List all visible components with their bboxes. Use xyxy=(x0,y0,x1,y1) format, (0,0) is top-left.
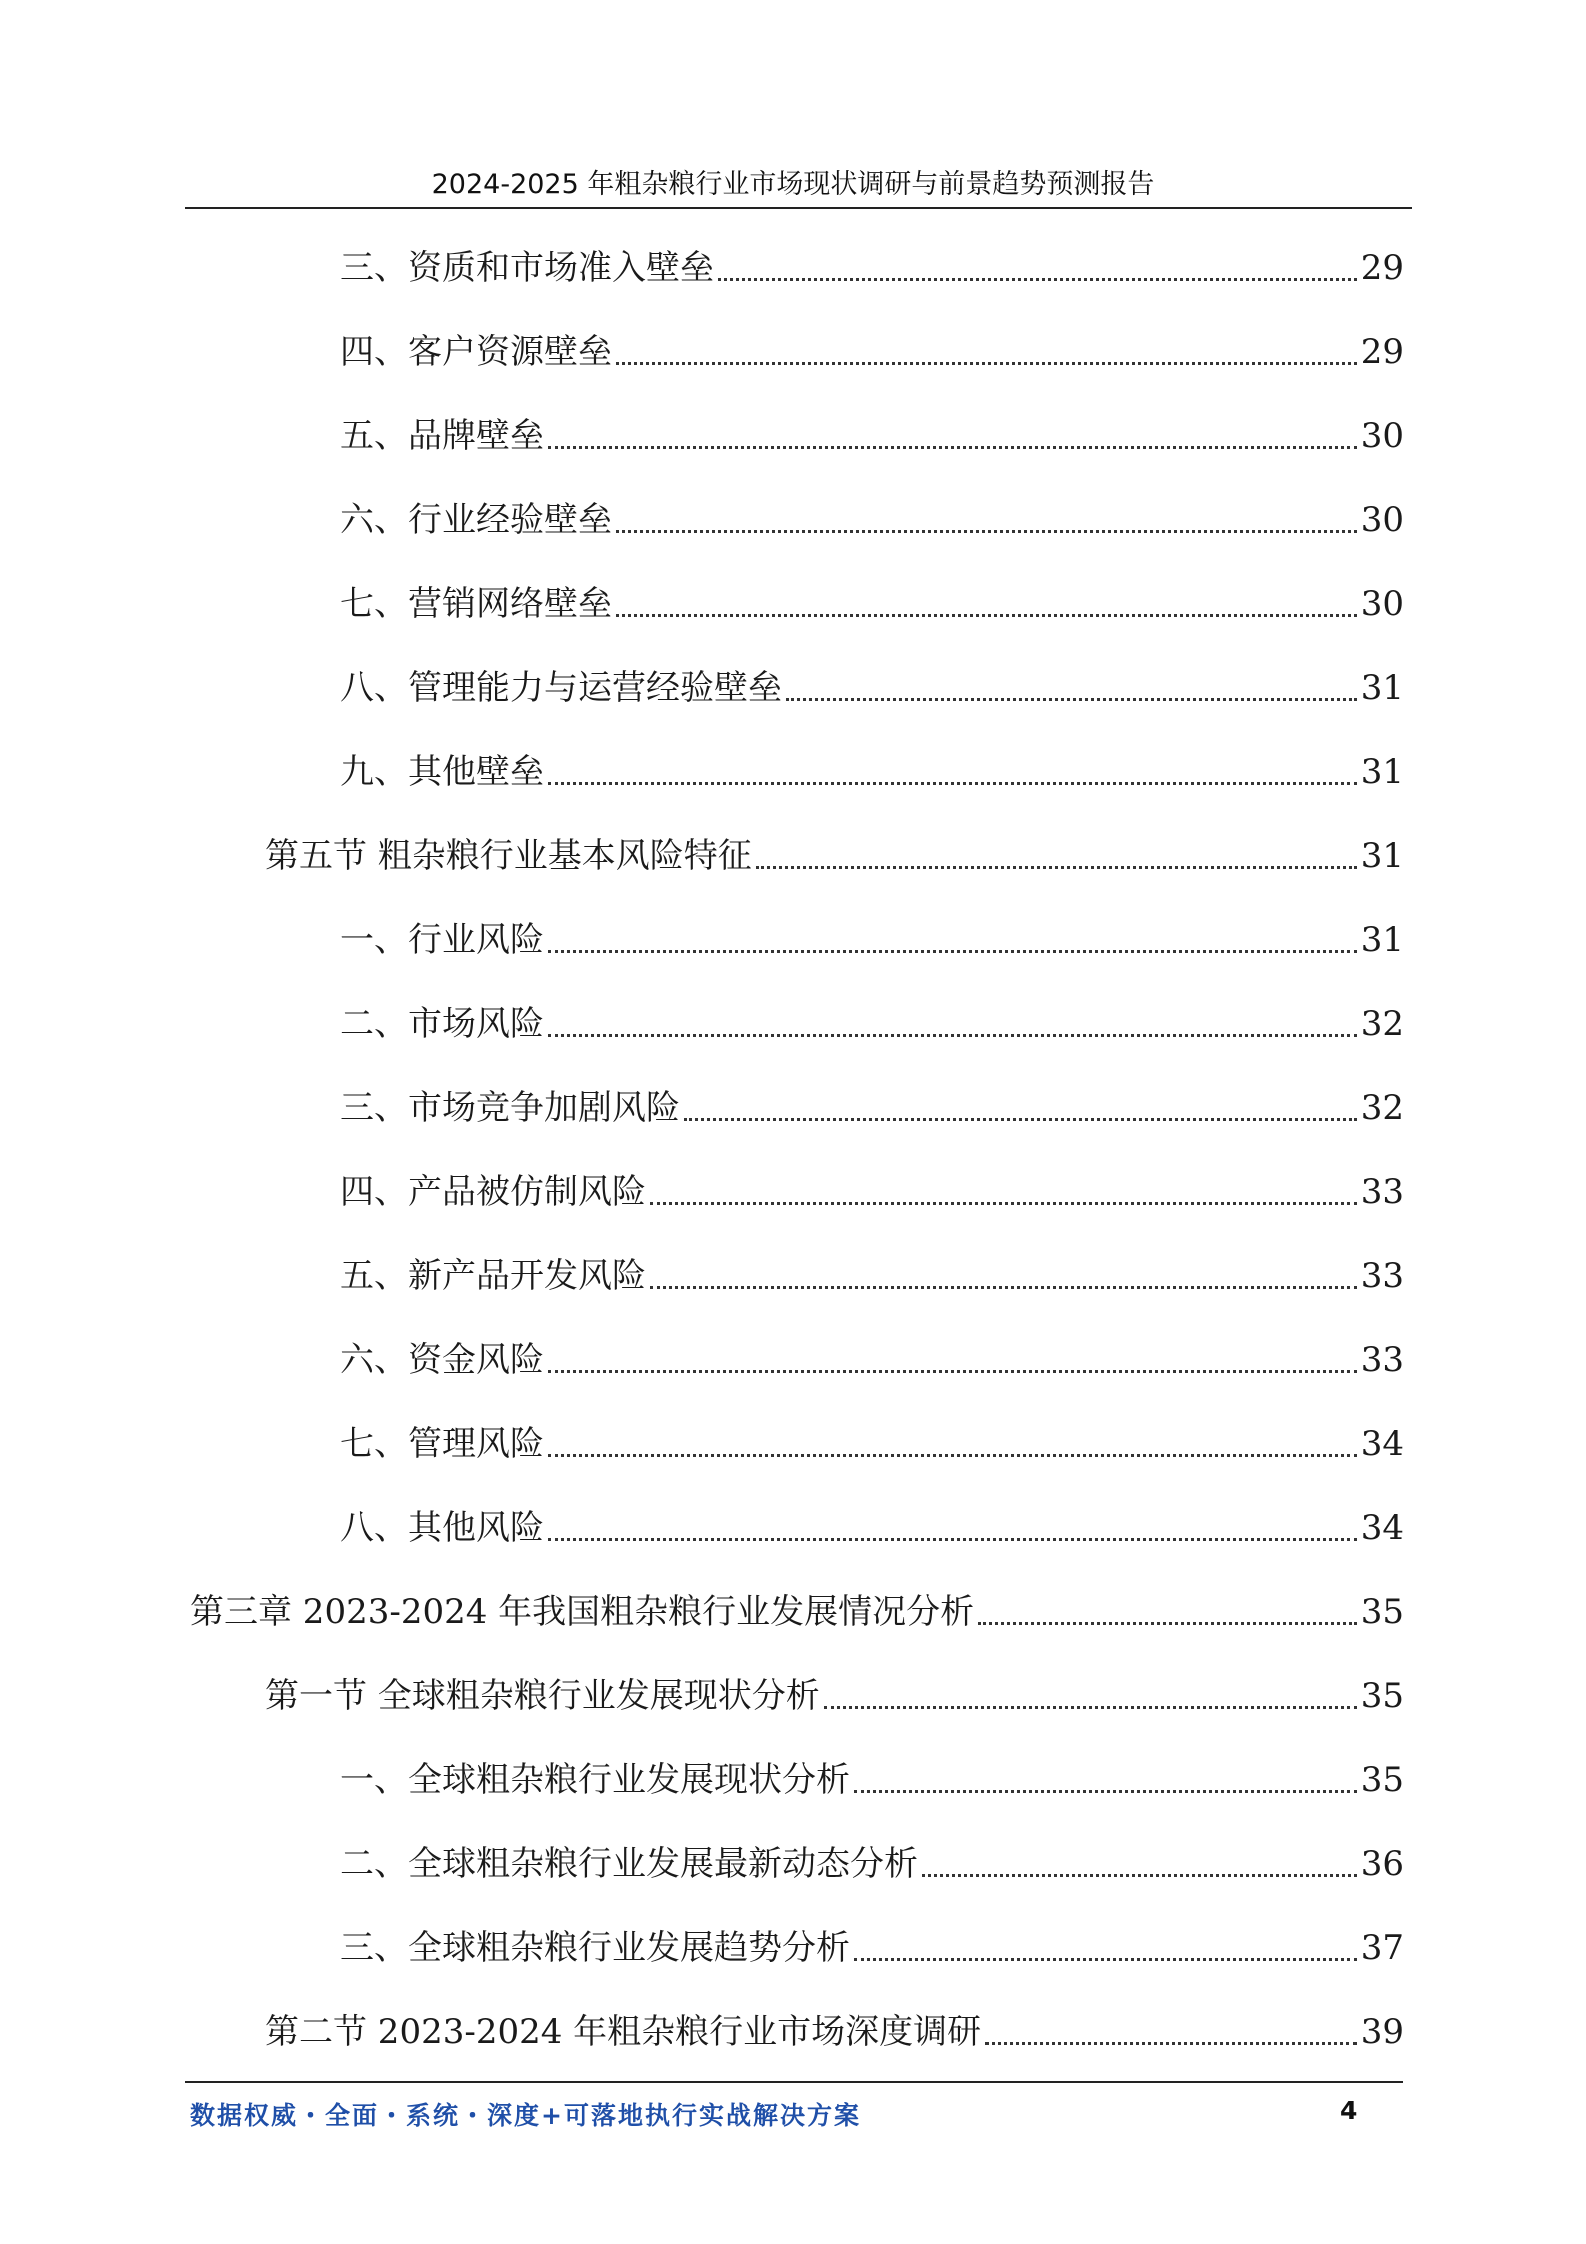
toc-entry-title: 第三章 2023-2024 年我国粗杂粮行业发展情况分析 xyxy=(190,1592,975,1632)
toc-entry-title: 五、新产品开发风险 xyxy=(340,1256,646,1296)
toc-entry[interactable] xyxy=(0,646,1586,730)
toc-entry-page: 31 xyxy=(1360,752,1404,792)
toc-entry[interactable] xyxy=(0,1234,1586,1318)
toc-entry[interactable] xyxy=(0,1150,1586,1234)
toc-entry-title: 九、其他壁垒 xyxy=(340,752,544,792)
toc-dot-leader xyxy=(548,446,1357,449)
toc-dot-leader xyxy=(786,698,1357,701)
toc-entry-page: 30 xyxy=(1360,500,1404,540)
toc-entry-title: 七、营销网络壁垒 xyxy=(340,584,612,624)
toc-entry-page: 37 xyxy=(1360,1928,1404,1968)
toc-entry[interactable] xyxy=(0,1822,1586,1906)
toc-dot-leader xyxy=(854,1790,1357,1793)
toc-entry-page: 31 xyxy=(1360,668,1404,708)
toc-dot-leader xyxy=(985,2042,1357,2045)
toc-entry-title: 四、产品被仿制风险 xyxy=(340,1172,646,1212)
toc-entry-title: 七、管理风险 xyxy=(340,1424,544,1464)
toc-entry-page: 33 xyxy=(1360,1340,1404,1380)
toc-entry[interactable] xyxy=(0,982,1586,1066)
toc-entry-page: 32 xyxy=(1360,1004,1404,1044)
toc-entry-title: 二、全球粗杂粮行业发展最新动态分析 xyxy=(340,1844,918,1884)
toc-entry-page: 36 xyxy=(1360,1844,1404,1884)
toc-entry-page: 33 xyxy=(1360,1256,1404,1296)
footer-divider xyxy=(185,2081,1403,2083)
toc-entry-page: 35 xyxy=(1360,1676,1404,1716)
toc-entry[interactable] xyxy=(0,898,1586,982)
toc-entry-title: 八、其他风险 xyxy=(340,1508,544,1548)
toc-entry-title: 三、全球粗杂粮行业发展趋势分析 xyxy=(340,1928,850,1968)
toc-entry-title: 八、管理能力与运营经验壁垒 xyxy=(340,668,782,708)
toc-dot-leader xyxy=(854,1958,1357,1961)
toc-entry[interactable] xyxy=(0,226,1586,310)
toc-entry[interactable] xyxy=(0,1990,1586,2074)
toc-entry[interactable] xyxy=(0,310,1586,394)
toc-entry-page: 29 xyxy=(1360,248,1404,288)
toc-entry[interactable] xyxy=(0,1570,1586,1654)
toc-entry-title: 四、客户资源壁垒 xyxy=(340,332,612,372)
toc-entry[interactable] xyxy=(0,1906,1586,1990)
toc-entry-page: 35 xyxy=(1360,1592,1404,1632)
header-divider xyxy=(185,207,1412,209)
toc-entry[interactable] xyxy=(0,1654,1586,1738)
toc-entry[interactable] xyxy=(0,1486,1586,1570)
toc-entry-title: 五、品牌壁垒 xyxy=(340,416,544,456)
toc-entry-page: 33 xyxy=(1360,1172,1404,1212)
toc-dot-leader xyxy=(616,530,1357,533)
page-header-title: 2024-2025 年粗杂粮行业市场现状调研与前景趋势预测报告 xyxy=(431,169,1155,200)
toc-entry-title: 一、全球粗杂粮行业发展现状分析 xyxy=(340,1760,850,1800)
toc-dot-leader xyxy=(978,1622,1357,1625)
toc-dot-leader xyxy=(684,1118,1357,1121)
toc-entry-page: 29 xyxy=(1360,332,1404,372)
toc-entry-page: 34 xyxy=(1360,1508,1404,1548)
toc-entry[interactable] xyxy=(0,394,1586,478)
toc-dot-leader xyxy=(616,362,1357,365)
toc-entry[interactable] xyxy=(0,1066,1586,1150)
toc-entry[interactable] xyxy=(0,1402,1586,1486)
footer-slogan: 数据权威・全面・系统・深度+可落地执行实战解决方案 xyxy=(190,2101,861,2130)
toc-dot-leader xyxy=(548,1538,1357,1541)
toc-entry-page: 34 xyxy=(1360,1424,1404,1464)
toc-dot-leader xyxy=(548,1454,1357,1457)
toc-entry-title: 一、行业风险 xyxy=(340,920,544,960)
toc-entry-page: 39 xyxy=(1360,2012,1404,2052)
toc-entry-title: 第五节 粗杂粮行业基本风险特征 xyxy=(265,836,752,876)
toc-dot-leader xyxy=(756,866,1357,869)
toc-entry-title: 六、行业经验壁垒 xyxy=(340,500,612,540)
toc-entry[interactable] xyxy=(0,730,1586,814)
toc-entry-page: 35 xyxy=(1360,1760,1404,1800)
toc-dot-leader xyxy=(616,614,1357,617)
toc-entry[interactable] xyxy=(0,814,1586,898)
toc-entry-title: 第二节 2023-2024 年粗杂粮行业市场深度调研 xyxy=(265,2012,982,2052)
toc-entry-page: 30 xyxy=(1360,584,1404,624)
toc-dot-leader xyxy=(548,782,1357,785)
toc-entry[interactable] xyxy=(0,562,1586,646)
toc-entry-title: 三、资质和市场准入壁垒 xyxy=(340,248,714,288)
toc-dot-leader xyxy=(922,1874,1357,1877)
toc-entry-title: 三、市场竞争加剧风险 xyxy=(340,1088,680,1128)
toc-entry-page: 30 xyxy=(1360,416,1404,456)
toc-dot-leader xyxy=(718,278,1357,281)
toc-dot-leader xyxy=(650,1286,1357,1289)
toc-entry-title: 六、资金风险 xyxy=(340,1340,544,1380)
toc-entry-title: 二、市场风险 xyxy=(340,1004,544,1044)
toc-entry[interactable] xyxy=(0,1318,1586,1402)
toc-dot-leader xyxy=(824,1706,1357,1709)
toc-entry-page: 32 xyxy=(1360,1088,1404,1128)
toc-entry-page: 31 xyxy=(1360,920,1404,960)
page-number: 4 xyxy=(1340,2096,1358,2125)
table-of-contents xyxy=(0,226,1586,2074)
toc-entry-page: 31 xyxy=(1360,836,1404,876)
toc-dot-leader xyxy=(548,950,1357,953)
toc-dot-leader xyxy=(548,1370,1357,1373)
toc-entry[interactable] xyxy=(0,478,1586,562)
toc-dot-leader xyxy=(650,1202,1357,1205)
toc-entry-title: 第一节 全球粗杂粮行业发展现状分析 xyxy=(265,1676,820,1716)
toc-dot-leader xyxy=(548,1034,1357,1037)
toc-entry[interactable] xyxy=(0,1738,1586,1822)
